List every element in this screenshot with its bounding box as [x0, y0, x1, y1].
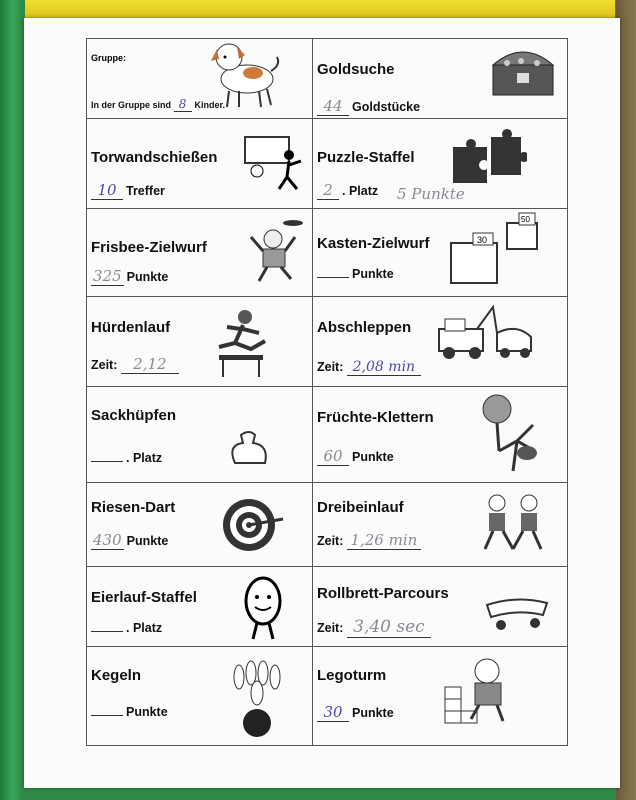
result-value[interactable]	[91, 715, 123, 716]
result-value[interactable]: 60	[317, 447, 349, 466]
egg-icon	[241, 573, 285, 643]
station-result: Zeit: 1,26 min	[317, 531, 424, 550]
tow-truck-icon	[437, 303, 535, 367]
treasure-chest-icon	[487, 43, 559, 99]
station-grid	[86, 38, 568, 746]
station-title: Dreibeinlauf	[317, 499, 404, 516]
station-title: Frisbee-Zielwurf	[91, 239, 207, 256]
lego-tower-icon	[441, 653, 515, 727]
station-goldsuche	[313, 39, 567, 119]
group-size-line: In der Gruppe sind 8 Kinder.	[91, 97, 226, 111]
station-puzzle	[313, 119, 567, 209]
worksheet-paper	[24, 18, 620, 788]
result-value[interactable]	[91, 631, 123, 632]
station-rollbrett	[313, 567, 567, 647]
station-kegeln	[87, 647, 313, 745]
hurdle-icon	[205, 307, 275, 379]
result-value[interactable]	[91, 461, 123, 462]
station-kasten	[313, 209, 567, 297]
puzzle-icon	[447, 127, 527, 187]
result-value[interactable]: 10	[91, 181, 123, 200]
station-title: Sackhüpfen	[91, 407, 177, 424]
station-sack	[87, 387, 313, 483]
svg-text:30: 30	[477, 235, 488, 245]
result-value[interactable]: 44	[317, 97, 349, 116]
station-frisbee	[87, 209, 313, 297]
group-size-value[interactable]: 8	[174, 97, 192, 112]
result-value[interactable]: 1,26 min	[347, 531, 421, 550]
station-title: Kegeln	[91, 667, 142, 684]
station-result: . Platz	[91, 621, 162, 635]
dartboard-icon	[221, 489, 287, 559]
station-title: Eierlauf-Staffel	[91, 589, 197, 606]
fruit-tree-icon	[477, 391, 547, 481]
handwritten-note: 5 Punkte	[397, 185, 465, 203]
soccer-goal-icon	[243, 131, 309, 195]
group-cell	[87, 39, 313, 119]
station-title: Früchte-Klettern	[317, 409, 434, 426]
station-title: Abschleppen	[317, 319, 412, 336]
station-title: Goldsuche	[317, 61, 395, 78]
station-dart	[87, 483, 313, 567]
clipboard-clip	[25, 0, 615, 20]
result-value[interactable]: 325	[93, 267, 122, 285]
station-torwand	[87, 119, 313, 209]
result-value[interactable]: 30	[317, 703, 349, 722]
station-dreibein	[313, 483, 567, 567]
station-result: 30 Punkte	[317, 703, 394, 722]
station-abschleppen	[313, 297, 567, 387]
svg-text:50: 50	[521, 215, 530, 224]
three-legged-race-icon	[477, 493, 561, 557]
folder-edge	[0, 0, 22, 800]
result-value[interactable]: 430	[93, 531, 122, 549]
station-title: Puzzle-Staffel	[317, 149, 415, 166]
station-fruechte	[313, 387, 567, 483]
station-huerden	[87, 297, 313, 387]
station-result: . Platz	[91, 451, 162, 465]
result-value[interactable]: 2	[317, 181, 339, 200]
station-result: 60 Punkte	[317, 447, 394, 466]
station-title: Hürdenlauf	[91, 319, 171, 336]
station-result: Zeit: 2,12	[91, 355, 182, 374]
frisbee-icon	[243, 215, 309, 291]
boxes-icon	[447, 211, 547, 291]
station-result: 430 Punkte	[93, 531, 169, 549]
station-result: Punkte	[91, 705, 168, 719]
bowling-icon	[227, 657, 289, 741]
station-result: 10 Treffer	[91, 181, 165, 200]
station-legoturm	[313, 647, 567, 745]
station-title: Rollbrett-Parcours	[317, 585, 449, 602]
result-value[interactable]: 2,08 min	[347, 359, 421, 376]
station-title: Kasten-Zielwurf	[317, 235, 430, 252]
station-result: Punkte	[317, 267, 394, 281]
station-result: Zeit: 3,40 sec	[317, 617, 434, 638]
result-value[interactable]: 3,40 sec	[347, 617, 431, 638]
sack-icon	[227, 427, 273, 467]
station-title: Torwandschießen	[91, 149, 218, 166]
station-title: Legoturm	[317, 667, 387, 684]
station-result: 325 Punkte	[93, 267, 169, 285]
station-result: 2 . Platz	[317, 181, 378, 200]
station-eierlauf	[87, 567, 313, 647]
result-value[interactable]: 2,12	[121, 355, 179, 374]
station-result: 44 Goldstücke	[317, 97, 420, 116]
result-value[interactable]	[317, 277, 349, 278]
skateboard-icon	[483, 595, 553, 635]
group-label: Gruppe:	[91, 53, 126, 63]
station-title: Riesen-Dart	[91, 499, 176, 516]
station-result: Zeit: 2,08 min	[317, 359, 424, 376]
